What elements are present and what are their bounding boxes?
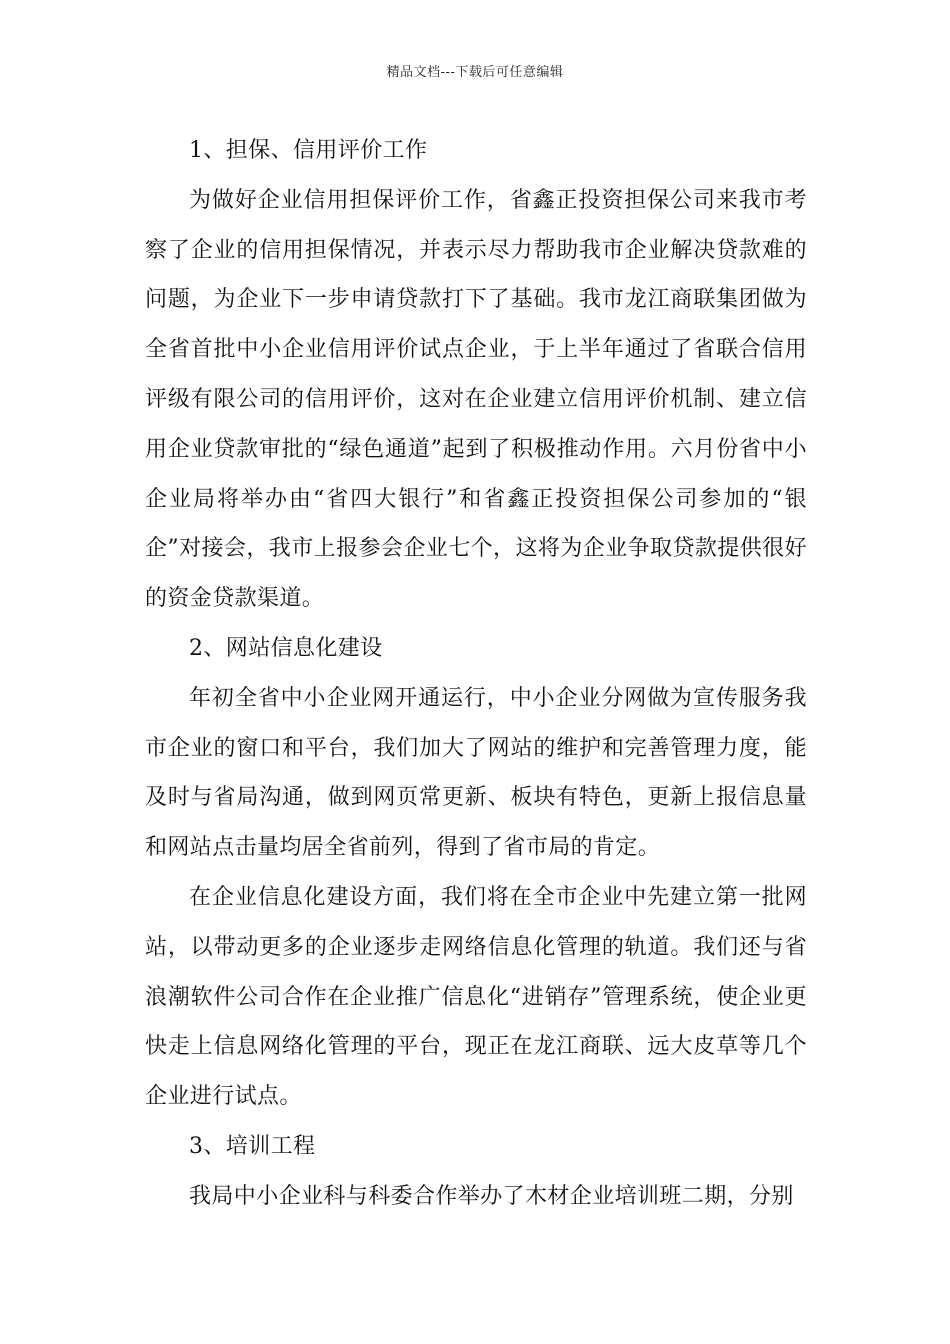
- paragraph-guarantee-credit: 为做好企业信用担保评价工作，省鑫正投资担保公司来我市考察了企业的信用担保情况，并表示尽力帮助我市企业解决贷款难的问题，为企业下一步申请贷款打下了基础。我市龙江商联集团做为全省首批中小企业信用评价试点企业，于上半年通过了省联合信用评级有限公司的信用评价，这对在企业建立信用评价机制、建立信用企业贷款审批的“绿色通道”起到了积极推动作用。六月份省中小企业局将举办由“省四大银行”和省鑫正投资担保公司参加的“银企”对接会，我市上报参会企业七个，这将为企业争取贷款提供很好的资金贷款渠道。: [145, 187, 807, 612]
- paragraph-website: 年初全省中小企业网开通运行，中小企业分网做为宣传服务我市企业的窗口和平台，我们加大了网站的维护和完善管理力度，能及时与省局沟通，做到网页常更新、板块有特色，更新上报信息量和网站点击量均居全省前列，得到了省市局的肯定。: [145, 685, 807, 861]
- paragraph-training: 我局中小企业科与科委合作举办了木材企业培训班二期，分别: [189, 1183, 794, 1209]
- page-header: 精品文档---下载后可任意编辑: [386, 65, 564, 80]
- section-heading-website: 2、网站信息化建设: [189, 635, 383, 661]
- document-body: [145, 126, 807, 1222]
- section-heading-training: 3、培训工程: [189, 1133, 316, 1159]
- section-heading-guarantee-credit: 1、担保、信用评价工作: [189, 138, 428, 163]
- paragraph-informatization: 在企业信息化建设方面，我们将在全市企业中先建立第一批网站，以带动更多的企业逐步走网络信息化管理的轨道。我们还与省浪潮软件公司合作在企业推广信息化“进销存”管理系统，使企业更快走上信息网络化管理的平台，现正在龙江商联、远大皮草等几个企业进行试点。: [145, 884, 807, 1110]
